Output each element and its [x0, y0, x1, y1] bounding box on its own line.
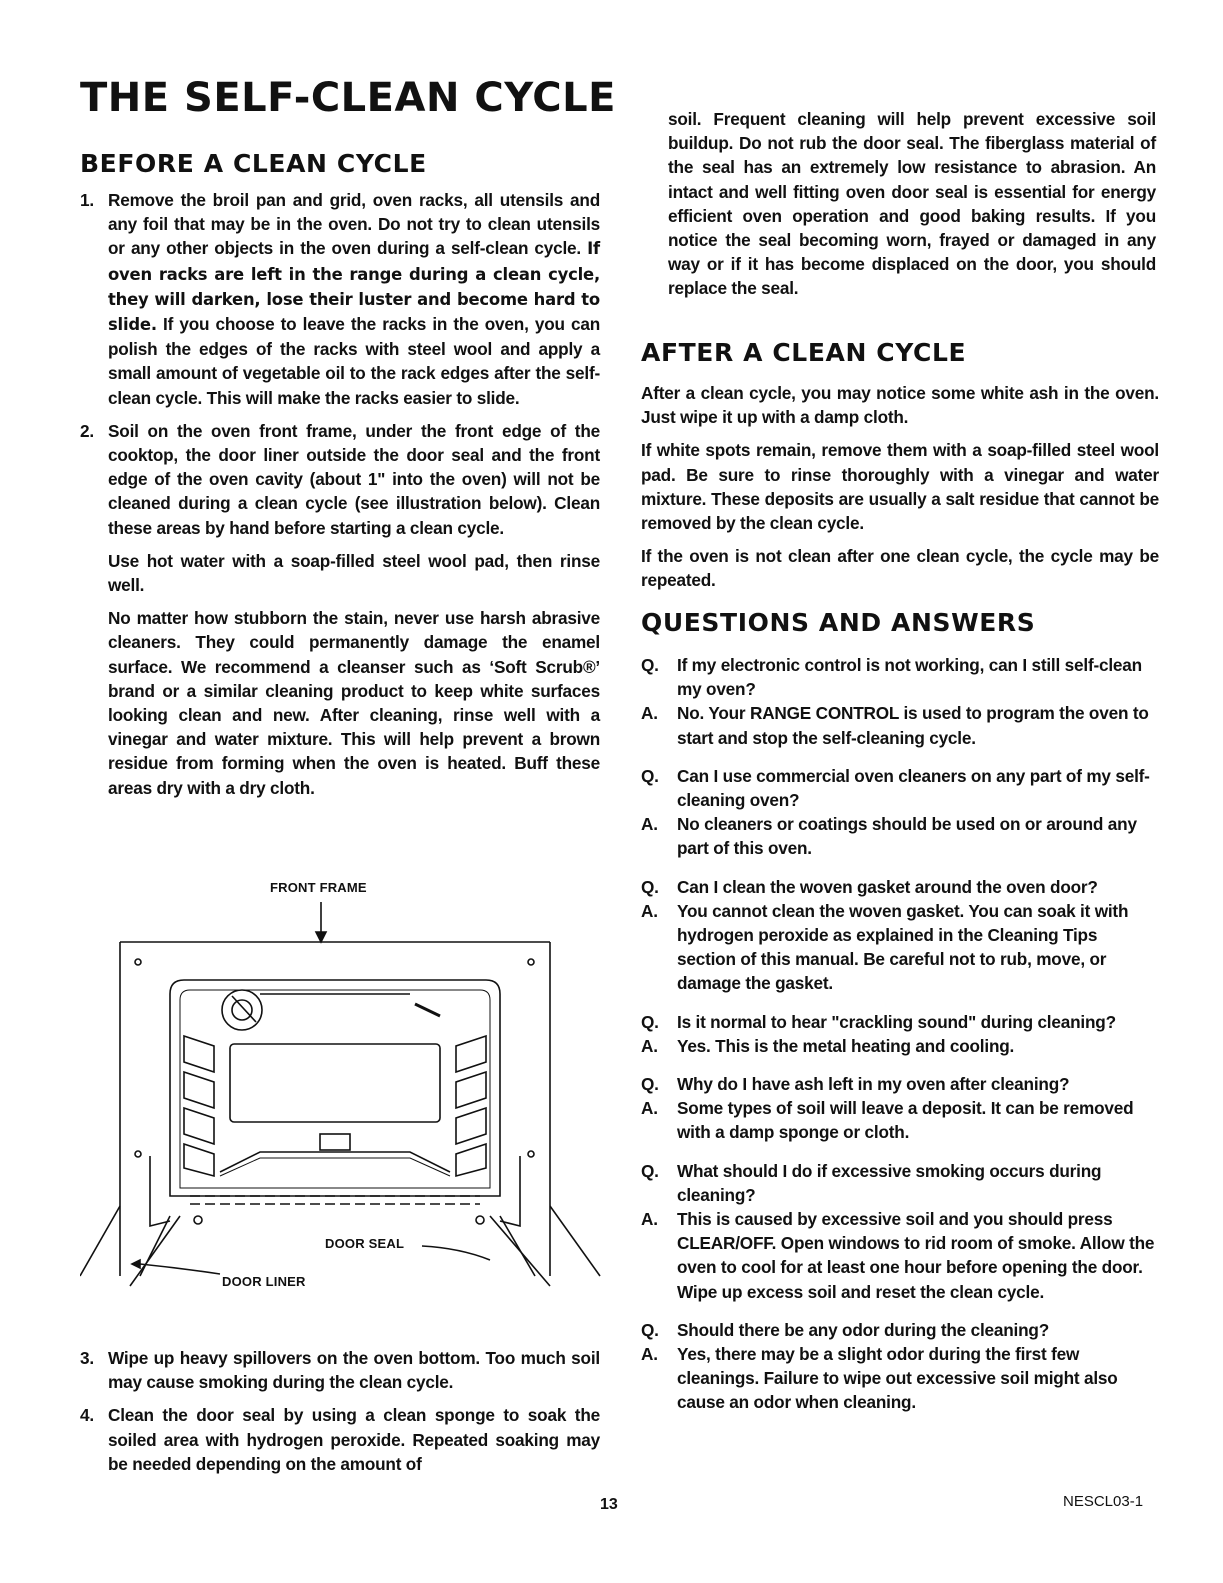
label-door-liner: DOOR LINER: [222, 1274, 306, 1289]
a-label: A.: [641, 814, 658, 835]
question: [641, 1318, 1159, 1342]
a-label: A.: [641, 1209, 658, 1230]
question-text: Why do I have ash left in my oven after cleaning?: [677, 1074, 1070, 1095]
qa-pair-5: [641, 1072, 1159, 1145]
qa-pair-4: [641, 1010, 1159, 1058]
q-label: Q.: [641, 1011, 659, 1032]
qa-pair-2: [641, 764, 1159, 861]
qa-heading: QUESTIONS AND ANSWERS: [641, 608, 1036, 637]
after-para-3: If the oven is not clean after one clean cycle, the cycle may be repeated.: [641, 546, 1159, 591]
answer-text: Some types of soil will leave a deposit. It can be removed with a damp sponge or cloth.: [677, 1098, 1134, 1143]
item1-warning: If oven racks are left in the range during a clean cycle, they will darken, lose their luster and become hard to slide.: [108, 239, 600, 335]
question: [641, 1159, 1159, 1207]
answer: [641, 812, 1159, 860]
page-number: 13: [600, 1496, 618, 1513]
q-label: Q.: [641, 876, 659, 897]
answer: [641, 899, 1159, 996]
item2-para-1: Soil on the oven front frame, under the front edge of the cooktop, the door liner outside the door seal and the front edge of the oven cavity (about 1" into the oven) will not be cleaned during a clean cycle (see illustration below). Clean these areas by hand before starting a clean cycle.: [108, 420, 600, 538]
answer-text: This is caused by excessive soil and you should press CLEAR/OFF. Open windows to rid room of smoke. Allow the oven to cool for at least one hour before opening the door. Wipe up excess soil and reset the clean cycle.: [677, 1209, 1155, 1302]
qa-pair-6: [641, 1159, 1159, 1304]
question: [641, 764, 1159, 812]
question-text: Can I clean the woven gasket around the oven door?: [677, 876, 1098, 897]
q-label: Q.: [641, 1160, 659, 1181]
after-heading: AFTER A CLEAN CYCLE: [641, 338, 967, 367]
question: [641, 875, 1159, 899]
list-item-1: [80, 188, 600, 410]
question-text: Can I use commercial oven cleaners on any part of my self-cleaning oven?: [677, 765, 1150, 811]
question-text: Should there be any odor during the cleaning?: [677, 1319, 1050, 1340]
list-item-2: [80, 419, 600, 800]
question-text: Is it normal to hear "crackling sound" during cleaning?: [677, 1011, 1116, 1032]
list-number: 4.: [80, 1405, 94, 1426]
before-list-continued: [80, 1346, 600, 1476]
item2-para-2: Use hot water with a soap-filled steel wool pad, then rinse well.: [108, 550, 600, 596]
answer: [641, 1034, 1159, 1058]
before-heading: BEFORE A CLEAN CYCLE: [80, 149, 427, 178]
question-text: If my electronic control is not working, can I still self-clean my oven?: [677, 655, 1142, 700]
q-label: Q.: [641, 1319, 659, 1340]
answer: [641, 701, 1159, 749]
item1-text: Remove the broil pan and grid, oven racks, all utensils and any foil that may be in the oven. Do not try to clean utensils or any other objects in the oven during a self-clean cycle.: [108, 190, 600, 259]
q-label: Q.: [641, 655, 659, 675]
a-label: A.: [641, 900, 658, 921]
list-item-4: [80, 1403, 600, 1476]
before-section: [80, 151, 600, 176]
list-number: 2.: [80, 420, 94, 441]
qa-pair-1: [641, 653, 1159, 750]
label-door-seal: DOOR SEAL: [325, 1236, 405, 1251]
list-number: 1.: [80, 190, 94, 210]
item4-continued-text: soil. Frequent cleaning will help prevent excessive soil buildup. Do not rub the door seal. The fiberglass material of the seal has an extremely low resistance to abrasion. An intact and well fitting oven door seal is essential for energy efficient oven operation and good baking results. If you notice the seal becoming worn, frayed or damaged in any way or if it has become displaced on the door, you should replace the seal.: [668, 109, 1156, 299]
list-item-3: [80, 1346, 600, 1394]
page-title: THE SELF-CLEAN CYCLE: [80, 75, 616, 121]
answer-text: You cannot clean the woven gasket. You can soak it with hydrogen peroxide as explained in the Cleaning Tips section of this manual. Be careful not to rub, move, or damage the gasket.: [677, 900, 1129, 994]
qa-section: [641, 610, 1159, 1415]
label-front-frame: FRONT FRAME: [270, 880, 367, 895]
qa-pair-3: [641, 875, 1159, 996]
question-text: What should I do if excessive smoking occurs during cleaning?: [677, 1160, 1102, 1205]
answer: [641, 1207, 1159, 1304]
a-label: A.: [641, 1035, 658, 1056]
answer-text: No. Your RANGE CONTROL is used to program the oven to start and stop the self-cleaning cycle.: [677, 703, 1149, 748]
item4-continued: [668, 107, 1156, 301]
answer-text: Yes. This is the metal heating and cooling.: [677, 1035, 1015, 1056]
answer: [641, 1096, 1159, 1144]
item4-text: Clean the door seal by using a clean sponge to soak the soiled area with hydrogen peroxide. Repeated soaking may be needed depending on the amount of: [108, 1405, 600, 1474]
after-para-1: After a clean cycle, you may notice some white ash in the oven. Just wipe it up with a damp cloth.: [641, 383, 1159, 428]
after-section: [641, 340, 1159, 593]
document-code: NESCL03-1: [1063, 1493, 1144, 1510]
item3-text: Wipe up heavy spillovers on the oven bottom. Too much soil may cause smoking during the clean cycle.: [108, 1348, 600, 1393]
answer: [641, 1342, 1159, 1415]
after-para-2: If white spots remain, remove them with a soap-filled steel wool pad. Be sure to rinse thoroughly with a vinegar and water mixture. These deposits are usually a salt residue that cannot be removed by the clean cycle.: [641, 440, 1159, 534]
list-number: 3.: [80, 1348, 94, 1368]
question: [641, 1072, 1159, 1096]
q-label: Q.: [641, 1074, 659, 1095]
item2-para-3: No matter how stubborn the stain, never use harsh abrasive cleaners. They could permanently damage the enamel surface. We recommend a cleanser such as ‘Soft Scrub®’ brand or a similar cleaning product to keep white surfaces looking clean and new. After cleaning, rinse well with a vinegar and water mixture. This will help prevent a brown residue from forming when the oven is heated. Buff these areas dry with a dry cloth.: [108, 608, 600, 798]
before-list: [80, 188, 600, 800]
q-label: Q.: [641, 765, 659, 786]
question: [641, 653, 1159, 701]
a-label: A.: [641, 1344, 658, 1365]
qa-pair-7: [641, 1318, 1159, 1415]
answer-text: Yes, there may be a slight odor during the first few cleanings. Failure to wipe out excessive soil might also cause an odor when cleaning.: [677, 1344, 1118, 1413]
answer-text: No cleaners or coatings should be used on or around any part of this oven.: [677, 814, 1137, 859]
question: [641, 1010, 1159, 1034]
a-label: A.: [641, 1098, 658, 1119]
item1-text-2: If you choose to leave the racks in the oven, you can polish the edges of the racks with steel wool and apply a small amount of vegetable oil to the rack edges after the self-clean cycle. This will make the racks easier to slide.: [108, 314, 600, 408]
a-label: A.: [641, 703, 658, 724]
oven-illustration: [80, 876, 610, 1306]
